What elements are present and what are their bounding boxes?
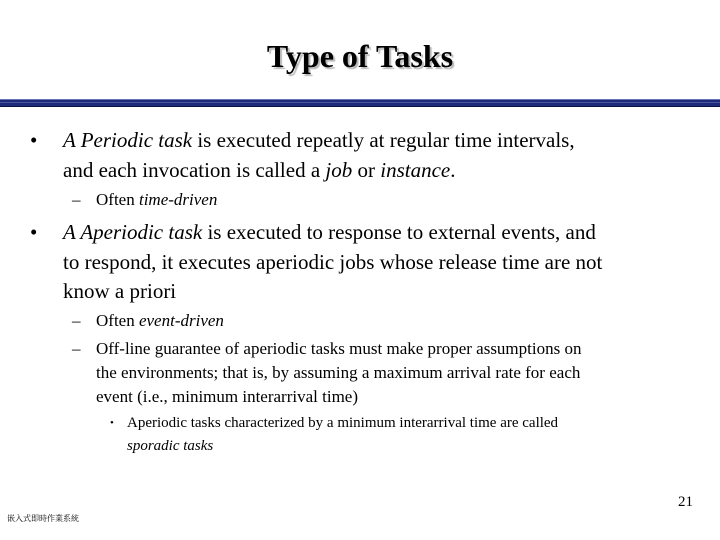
bullet-aperiodic-line1 [63, 218, 596, 246]
period-text: . [450, 158, 456, 182]
aperiodic-task-term: A Aperiodic task [63, 220, 203, 244]
footer-label: 嵌入式即時作業系統 [7, 514, 79, 523]
slide-title: Type of Tasks [266, 38, 454, 74]
periodic-task-term: A Periodic task [63, 128, 193, 152]
bullet-marker: • [30, 128, 38, 152]
bullet-periodic-line1 [63, 126, 575, 154]
periodic-text: is executed repeatly at regular time intervals, [192, 128, 575, 152]
or-text: or [352, 158, 381, 182]
sub-event-driven [96, 309, 224, 333]
event-driven-term: event-driven [138, 311, 224, 330]
sub-offline-line1: Off-line guarantee of aperiodic tasks must make proper assumptions on [96, 339, 582, 358]
time-driven-term: time-driven [138, 190, 218, 209]
sub-prefix: Often [96, 190, 139, 209]
sub-offline-line3: event (i.e., minimum interarrival time) [96, 387, 358, 406]
periodic-text-2: and each invocation is called a [63, 158, 326, 182]
sub-time-driven [96, 188, 217, 212]
aperiodic-text: is executed to response to external events, and [202, 220, 596, 244]
bullet-periodic-line2 [63, 156, 455, 184]
sub-offline-line2: the environments; that is, by assuming a maximum arrival rate for each [96, 363, 581, 382]
dash-marker: – [72, 311, 81, 330]
dash-marker: – [72, 190, 81, 209]
bullet-aperiodic-line2: to respond, it executes aperiodic jobs whose release time are not [63, 250, 603, 274]
instance-term: instance [380, 158, 451, 182]
dash-marker: – [72, 339, 81, 358]
sub-prefix: Often [96, 311, 139, 330]
sub-bullet-marker: • [110, 417, 114, 429]
bullet-marker: • [30, 220, 38, 244]
page-number: 21 [678, 494, 693, 510]
bullet-aperiodic-line3: know a priori [63, 279, 177, 303]
subsub-line1: Aperiodic tasks characterized by a minimum interarrival time are called [127, 415, 559, 431]
title-divider [0, 99, 720, 107]
job-term: job [325, 158, 353, 182]
subsub-line2: sporadic tasks [127, 438, 214, 454]
